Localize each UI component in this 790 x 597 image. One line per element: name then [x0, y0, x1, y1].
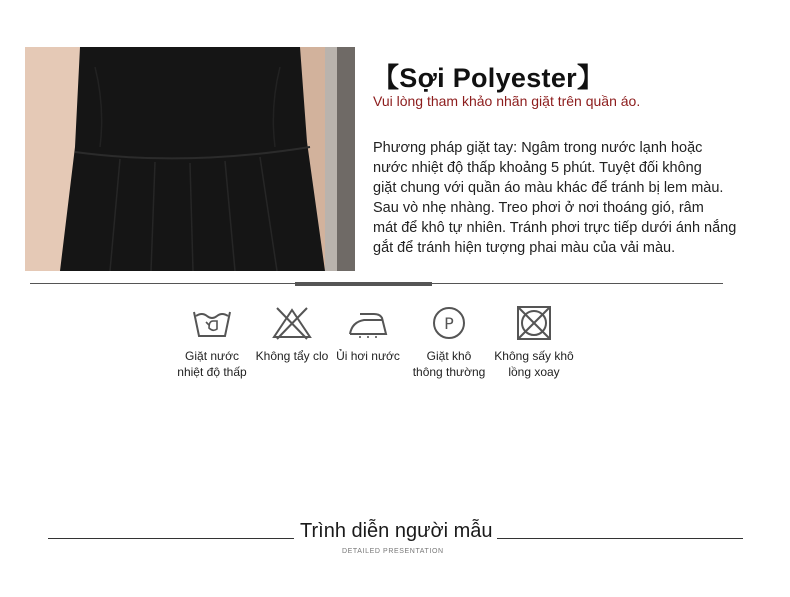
divider-accent — [295, 282, 432, 286]
low-temp-wash-icon — [191, 306, 233, 340]
section-title: 【Sợi Polyester】 — [372, 63, 605, 93]
instruction-line: Phương pháp giặt tay: Ngâm trong nước lạnh hoặc — [373, 140, 703, 156]
care-steam-iron: Ủi hơi nước — [330, 306, 406, 364]
instruction-line: mát để khô tự nhiên. Tránh phơi trực tiếp dưới ánh nắng — [373, 220, 737, 236]
care-low-temp-wash: Giặt nước nhiệt độ thấp — [166, 306, 258, 380]
footer-subtitle: DETAILED PRESENTATION — [342, 548, 444, 555]
section-subtitle: Vui lòng tham khảo nhãn giặt trên quần áo. — [373, 93, 641, 109]
footer-line-left — [48, 538, 294, 539]
svg-text:P: P — [444, 314, 454, 333]
instruction-line: gắt để tránh hiện tượng phai màu của vải màu. — [373, 240, 676, 256]
product-photo — [25, 47, 355, 271]
instruction-line: giặt chung với quần áo màu khác để tránh bị lem màu. — [373, 180, 724, 196]
care-no-tumble-dry: Không sấy khô lồng xoay — [488, 306, 580, 380]
wash-instructions — [373, 138, 773, 258]
steam-iron-icon — [346, 306, 390, 340]
no-tumble-dry-icon — [513, 306, 555, 340]
dry-clean-p-icon — [428, 306, 470, 340]
care-dry-clean: P Giặt khô thông thường — [406, 306, 492, 380]
footer-line-right — [497, 538, 743, 539]
instruction-line: nước nhiệt độ thấp khoảng 5 phút. Tuyệt đối không — [373, 160, 702, 176]
no-bleach-icon — [271, 306, 313, 340]
care-no-bleach: Không tẩy clo — [250, 306, 334, 364]
footer-title: Trình diễn người mẫu — [300, 520, 493, 542]
instruction-line: Sau vò nhẹ nhàng. Treo phơi ở nơi thoáng gió, râm — [373, 200, 704, 216]
